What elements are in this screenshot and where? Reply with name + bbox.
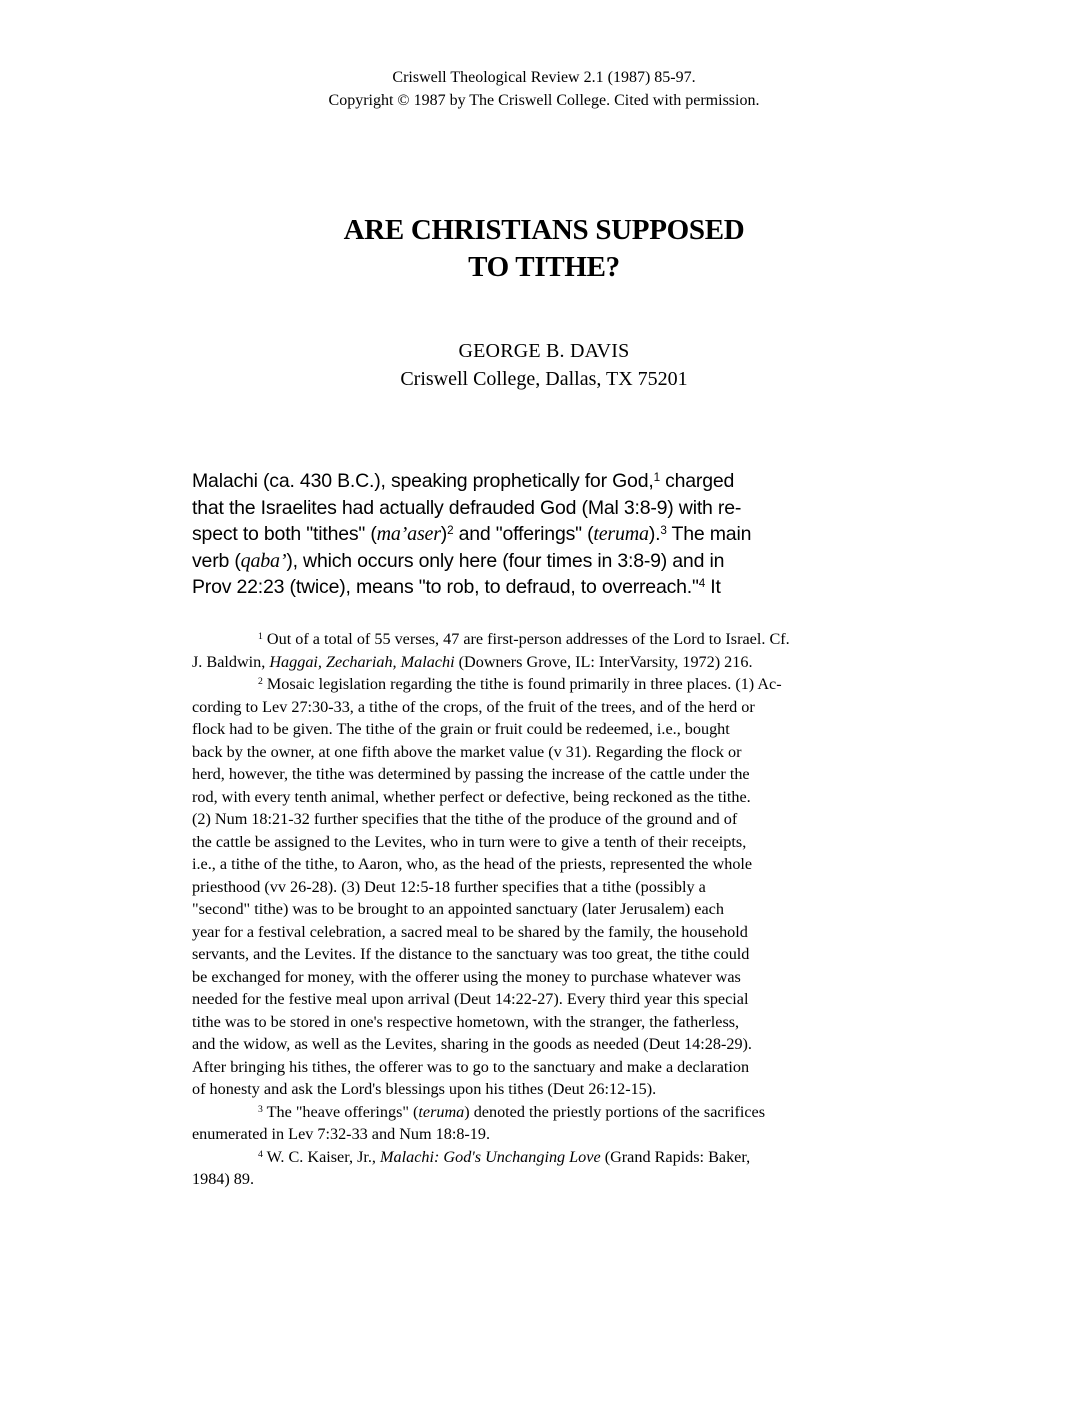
footnote-3-number: 3 — [258, 1103, 263, 1115]
footnote-2-line: the cattle be assigned to the Levites, who in turn were to give a tenth of their receipts, — [192, 832, 747, 851]
footnote-3-line-1 — [192, 1101, 897, 1124]
footnote-2-line: priesthood (vv 26-28). (3) Deut 12:5-18 further specifies that a tithe (possibly a — [192, 877, 706, 896]
footnote-ref-2[interactable]: 2 — [447, 524, 454, 538]
footnote-2-line: needed for the festive meal upon arrival (Deut 14:22-27). Every third year this special — [192, 990, 749, 1008]
body-text-run: Prov 22:23 (twice), means "to rob, to defraud, to overreach." — [192, 576, 699, 598]
footnote-2-line-1 — [192, 673, 897, 696]
footnote-text-run: The "heave offerings" ( — [262, 1102, 419, 1121]
term-teruma: teruma — [418, 1102, 465, 1121]
body-text-run: spect to both "tithes" ( — [192, 523, 377, 545]
body-line-3 — [192, 521, 852, 548]
footnote-ref-4[interactable]: 4 — [698, 577, 706, 591]
body-text-run: It — [705, 576, 721, 598]
footnote-2-line: tithe was to be stored in one's respective hometown, with the stranger, the fatherless, — [192, 1012, 740, 1031]
body-text-run: charged — [659, 470, 735, 492]
footnote-2-line: cording to Lev 27:30-33, a tithe of the crops, of the fruit of the trees, and of the herd or — [192, 697, 755, 716]
footnote-2-line: "second" tithe) was to be brought to an appointed sanctuary (later Jerusalem) each — [192, 900, 724, 918]
footnote-2-line: servants, and the Levites. If the distance to the sanctuary was too great, the tithe could — [192, 945, 750, 963]
footnote-text-run: W. C. Kaiser, Jr., — [262, 1147, 381, 1166]
footnote-4-number: 4 — [258, 1148, 263, 1160]
footnote-ref-1[interactable]: 1 — [653, 471, 660, 485]
title-line-2: TO TITHE? — [468, 251, 620, 283]
body-text-run: verb ( — [192, 549, 241, 572]
footnote-4-line-2: 1984) 89. — [192, 1170, 255, 1188]
body-line-5 — [192, 574, 852, 601]
footnote-2-line: year for a festival celebration, a sacred meal to be shared by the family, the household — [192, 922, 748, 941]
footnote-2-line: (2) Num 18:21-32 further specifies that the tithe of the produce of the ground and of — [192, 810, 738, 828]
footnote-book-title: Malachi: God's Unchanging Love — [380, 1147, 601, 1166]
footnote-2-line: flock had to be given. The tithe of the grain or fruit could be redeemed, i.e., bought — [192, 720, 730, 738]
footnote-2-line: be exchanged for money, with the offerer using the money to purchase whatever was — [192, 967, 741, 986]
term-qaba: qaba’ — [240, 549, 287, 572]
body-text-run: and "offerings" ( — [453, 523, 594, 545]
footnote-1-line-2 — [192, 651, 897, 674]
copyright-line: Copyright © 1987 by The Criswell College. Cited with permission. — [328, 92, 760, 109]
footnote-book-title: Haggai, Zechariah, Malachi — [269, 652, 455, 671]
term-teruma: teruma — [593, 523, 649, 545]
body-line-2: that the Israelites had actually defrauded God (Mal 3:8-9) with re- — [192, 496, 742, 519]
body-text-run: The main — [666, 523, 752, 545]
footnote-text-run: (Downers Grove, IL: InterVarsity, 1972) 216. — [454, 652, 753, 671]
footnote-2-line: i.e., a tithe of the tithe, to Aaron, who, as the head of the priests, represented the whole — [192, 855, 753, 873]
author-block — [0, 337, 1088, 393]
footnote-2-number: 2 — [258, 676, 263, 688]
footnote-text-run: Out of a total of 55 verses, 47 are first-person addresses of the Lord to Israel. Cf. — [262, 630, 790, 648]
footnote-ref-3[interactable]: 3 — [660, 524, 667, 538]
footnote-2-line: and the widow, as well as the Levites, sharing in the goods as needed (Deut 14:28-29). — [192, 1035, 752, 1053]
author-affiliation: Criswell College, Dallas, TX 75201 — [400, 368, 688, 390]
footnote-3-line-2: enumerated in Lev 7:32-33 and Num 18:8-19. — [192, 1125, 491, 1143]
footnote-text-run: ) denoted the priestly portions of the sacrifices — [464, 1102, 766, 1121]
footnote-2-line: After bringing his tithes, the offerer was to go to the sanctuary and make a declaration — [192, 1057, 750, 1076]
article-title — [0, 212, 1088, 286]
author-name: GEORGE B. DAVIS — [458, 340, 630, 362]
body-text-run: ), which occurs only here (four times in 3:8-9) and in — [286, 549, 725, 572]
body-line-1 — [192, 468, 852, 495]
body-line-4 — [192, 548, 852, 575]
footnotes — [192, 628, 897, 1191]
footnote-2-line: herd, however, the tithe was determined by passing the increase of the cattle under the — [192, 765, 750, 783]
footnote-2-line: back by the owner, at one fifth above the market value (v 31). Regarding the flock or — [192, 742, 742, 761]
body-text-run: ) — [440, 523, 448, 545]
body-text-run: ). — [648, 523, 661, 545]
footnote-text-run: (Grand Rapids: Baker, — [600, 1147, 751, 1166]
title-line-1: ARE CHRISTIANS SUPPOSED — [343, 214, 745, 246]
body-paragraph — [192, 468, 852, 601]
journal-header — [0, 66, 1088, 112]
citation-line: Criswell Theological Review 2.1 (1987) 85-97. — [392, 69, 696, 86]
footnote-text-run: J. Baldwin, — [192, 652, 270, 671]
body-text-run: Malachi (ca. 430 B.C.), speaking prophetically for God, — [192, 470, 654, 492]
footnote-1-number: 1 — [258, 631, 263, 643]
footnote-text-run: Mosaic legislation regarding the tithe is found primarily in three places. (1) Ac- — [262, 675, 782, 693]
footnote-2-line: of honesty and ask the Lord's blessings upon his tithes (Deut 26:12-15). — [192, 1080, 657, 1098]
footnote-2-line: rod, with every tenth animal, whether perfect or defective, being reckoned as the tithe. — [192, 787, 751, 806]
footnote-4-line-1 — [192, 1146, 897, 1169]
term-maaser: ma’aser — [376, 523, 441, 545]
footnote-1-line-1 — [192, 628, 897, 651]
